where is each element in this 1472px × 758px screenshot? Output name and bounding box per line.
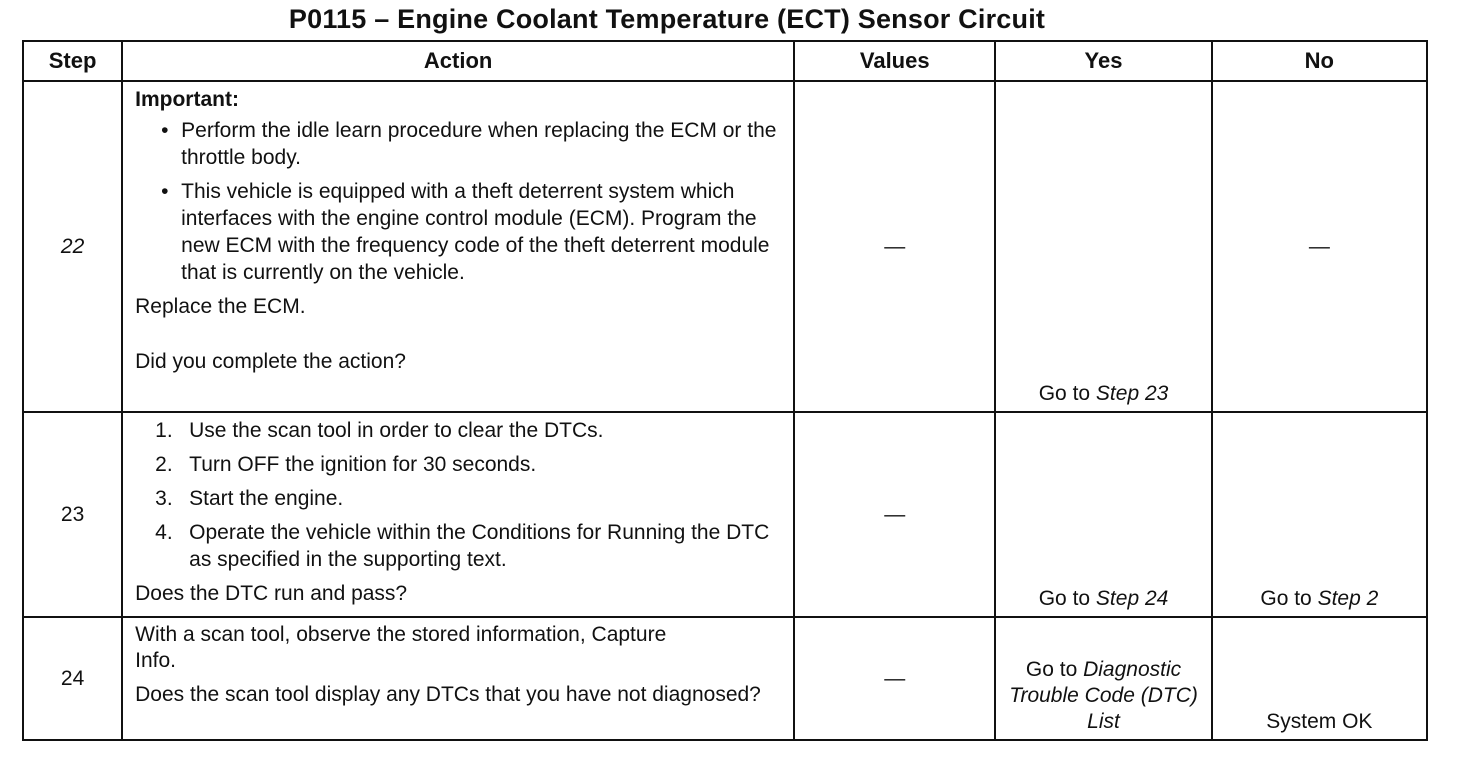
header-values: Values — [794, 41, 995, 81]
list-item — [155, 451, 781, 478]
table-row — [23, 412, 1427, 617]
item-number: 3. — [155, 487, 173, 510]
action-cell — [122, 412, 794, 617]
list-item — [155, 485, 781, 512]
question-text: Did you complete the action? — [135, 350, 406, 373]
header-action: Action — [122, 41, 794, 81]
list-item: • Perform the idle learn procedure when replacing the ECM or the throttle body. — [159, 117, 781, 171]
instruction-text: With a scan tool, observe the stored information, Capture Info. — [135, 623, 667, 672]
numbered-list — [135, 417, 781, 573]
yes-step-link[interactable]: Step 23 — [1095, 382, 1169, 405]
item-text: Start the engine. — [189, 487, 344, 510]
item-text: Use the scan tool in order to clear the DTCs. — [189, 419, 604, 442]
diagnostic-table — [22, 40, 1428, 741]
no-prefix: Go to — [1260, 587, 1318, 610]
question-text: Does the DTC run and pass? — [135, 582, 408, 605]
bullet-list — [135, 117, 781, 286]
item-number: 2. — [155, 453, 173, 476]
action-cell — [122, 617, 794, 740]
header-no: No — [1212, 41, 1427, 81]
list-item — [155, 519, 781, 573]
header-yes: Yes — [995, 41, 1211, 81]
yes-prefix: Go to — [1038, 587, 1096, 610]
no-cell: — — [1212, 81, 1427, 412]
header-step: Step — [23, 41, 122, 81]
values-cell: — — [794, 617, 995, 740]
yes-cell — [995, 81, 1211, 412]
item-number: 4. — [155, 521, 173, 544]
step-number: 22 — [23, 81, 122, 412]
important-label: Important: — [135, 88, 239, 111]
yes-dtc-list-link[interactable]: Diagnostic Trouble Code (DTC) List — [1009, 658, 1198, 733]
header-row — [23, 41, 1427, 81]
no-cell — [1212, 412, 1427, 617]
yes-step-link[interactable]: Step 24 — [1095, 587, 1169, 610]
no-cell: System OK — [1212, 617, 1427, 740]
step-number: 24 — [23, 617, 122, 740]
question-text: Does the scan tool display any DTCs that you have not diagnosed? — [135, 683, 761, 706]
item-text: Turn OFF the ignition for 30 seconds. — [189, 453, 537, 476]
yes-prefix: Go to — [1038, 382, 1096, 405]
item-number: 1. — [155, 419, 173, 442]
table-row — [23, 617, 1427, 740]
yes-cell — [995, 617, 1211, 740]
values-cell: — — [794, 81, 995, 412]
instruction-text: Replace the ECM. — [135, 295, 306, 318]
list-item: • This vehicle is equipped with a theft deterrent system which interfaces with the engine control module (ECM). Program the new ECM with the frequency code of the theft deterrent module that is currently on the vehicle. — [159, 178, 781, 286]
step-number: 23 — [23, 412, 122, 617]
action-cell — [122, 81, 794, 412]
table-row — [23, 81, 1427, 412]
values-cell: — — [794, 412, 995, 617]
item-text: Operate the vehicle within the Conditions for Running the DTC as specified in the supporting text. — [189, 521, 770, 571]
no-step-link[interactable]: Step 2 — [1317, 587, 1379, 610]
page-title: P0115 – Engine Coolant Temperature (ECT) Sensor Circuit — [288, 4, 1046, 34]
list-item — [155, 417, 781, 444]
yes-cell — [995, 412, 1211, 617]
yes-prefix: Go to — [1025, 658, 1084, 681]
